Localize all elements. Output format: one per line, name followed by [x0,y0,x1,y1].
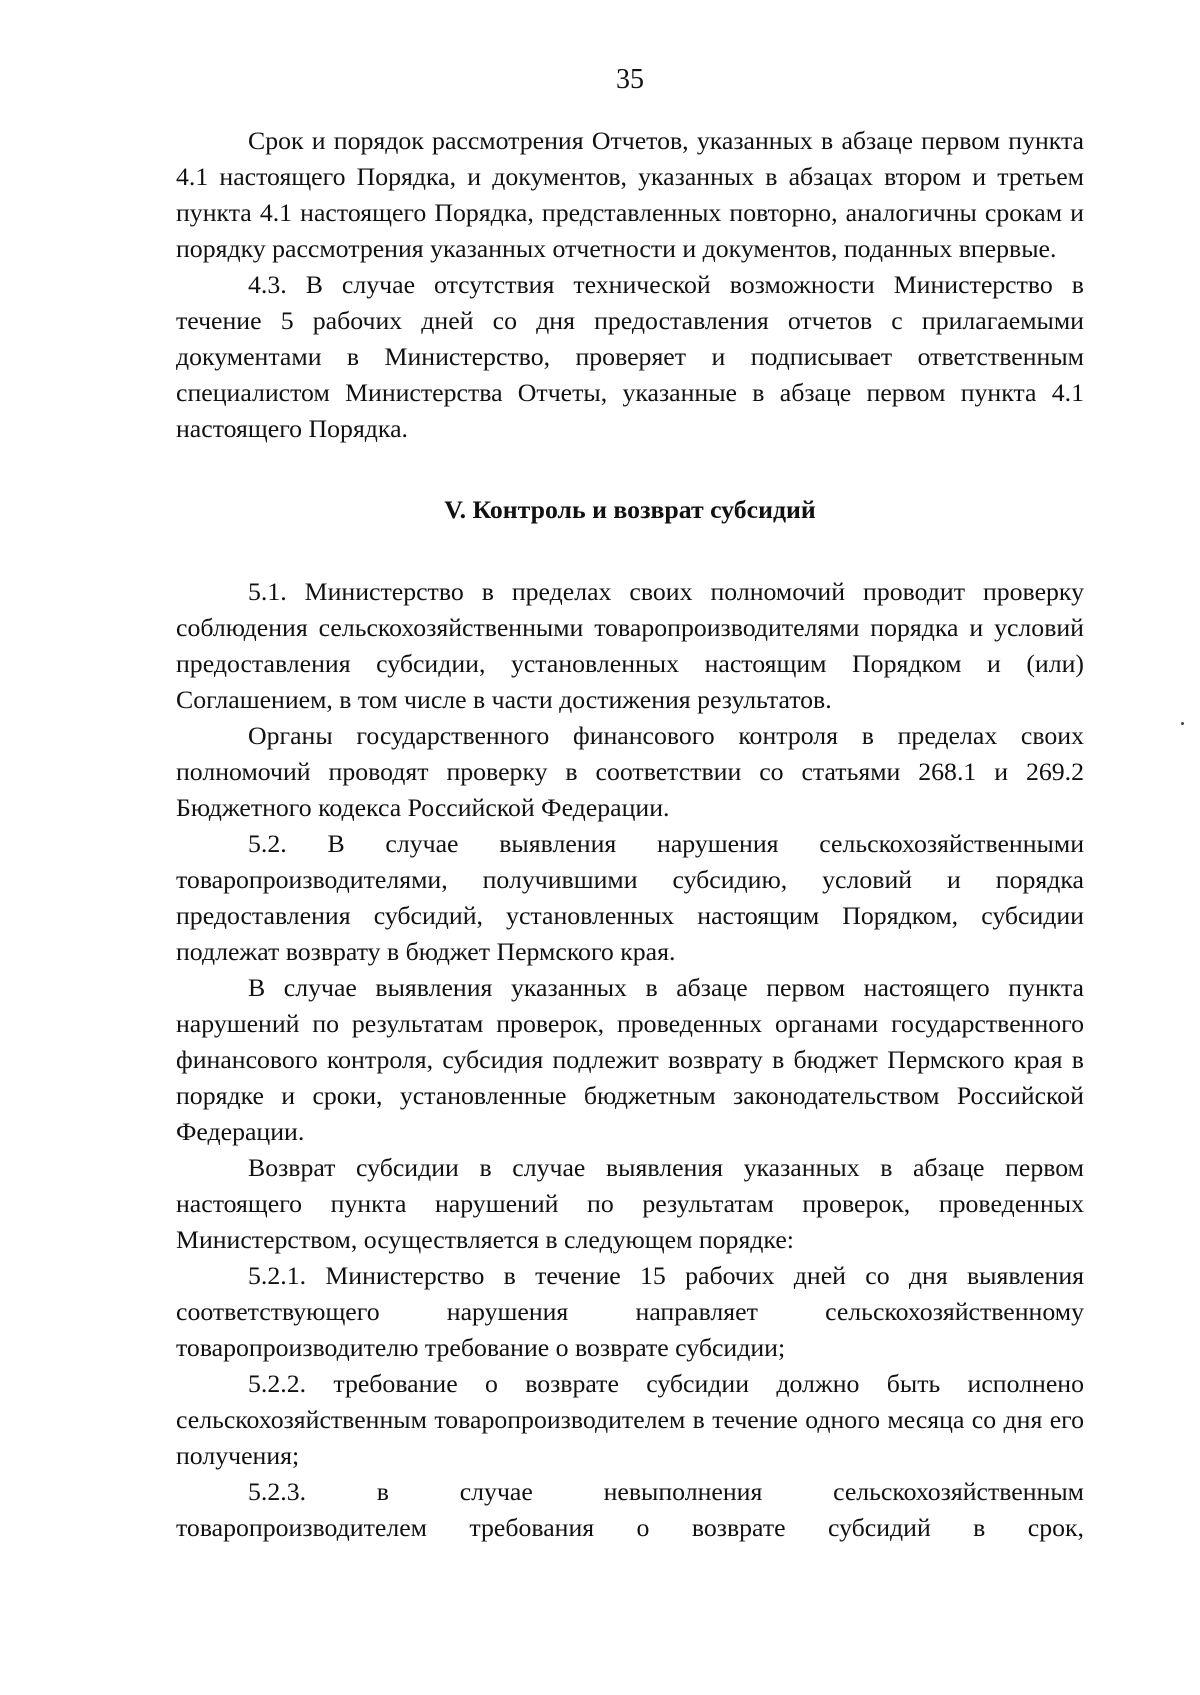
document-body [176,123,1084,1546]
paragraph: 4.3. В случае отсутствия технической возможности Министерство в течение 5 рабочих дней со дня предоставления отчетов с прилагаемыми документами в Министерство, проверяет и подписывает ответственным специалистом Министерства Отчеты, указанные в абзаце первом пункта 4.1 настоящего Порядка. [176,270,1084,443]
paragraph: 5.2. В случае выявления нарушения сельскохозяйственными товаропроизводителями, получившими субсидию, условий и порядка предоставления субсидий, установленных настоящим Порядком, субсидии подлежат возврату в бюджет Пермского края. [176,829,1084,966]
spacer [176,528,1084,574]
paragraph: 5.2.1. Министерство в течение 15 рабочих дней со дня выявления соответствующего нарушения направляет сельскохозяйственному товаропроизводителю требование о возврате субсидии; [176,1261,1084,1362]
paragraph: 5.2.3. в случае невыполнения сельскохозяйственным товаропроизводителем требования о возврате субсидий в срок, [176,1477,1084,1542]
paragraph: Возврат субсидии в случае выявления указанных в абзаце первом настоящего пункта нарушений по результатам проверок, проведенных Министерством, осуществляется в следующем порядке: [176,1153,1084,1254]
paragraph: Срок и порядок рассмотрения Отчетов, указанных в абзаце первом пункта 4.1 настоящего Порядка, и документов, указанных в абзацах втором и третьем пункта 4.1 настоящего Порядка, представленных повторно, аналогичны срокам и порядку рассмотрения указанных отчетности и документов, поданных впервые. [176,126,1084,263]
page-number: 35 [616,64,644,95]
paragraph: Органы государственного финансового контроля в пределах своих полномочий проводят проверку в соответствии со статьями 268.1 и 269.2 Бюджетного кодекса Российской Федерации. [176,721,1084,822]
scan-speck [1181,722,1184,725]
section-heading: V. Контроль и возврат субсидий [444,495,816,524]
spacer [176,447,1084,492]
paragraph: 5.2.2. требование о возврате субсидии должно быть исполнено сельскохозяйственным товаропроизводителем в течение одного месяца со дня его получения; [176,1369,1084,1470]
paragraph: В случае выявления указанных в абзаце первом настоящего пункта нарушений по результатам проверок, проведенных органами государственного финансового контроля, субсидия подлежит возврату в бюджет Пермского края в порядке и сроки, установленные бюджетным законодательством Российской Федерации. [176,973,1084,1146]
paragraph: 5.1. Министерство в пределах своих полномочий проводит проверку соблюдения сельскохозяйственными товаропроизводителями порядка и условий предоставления субсидии, установленных настоящим Порядком и (или) Соглашением, в том числе в части достижения результатов. [176,577,1084,714]
